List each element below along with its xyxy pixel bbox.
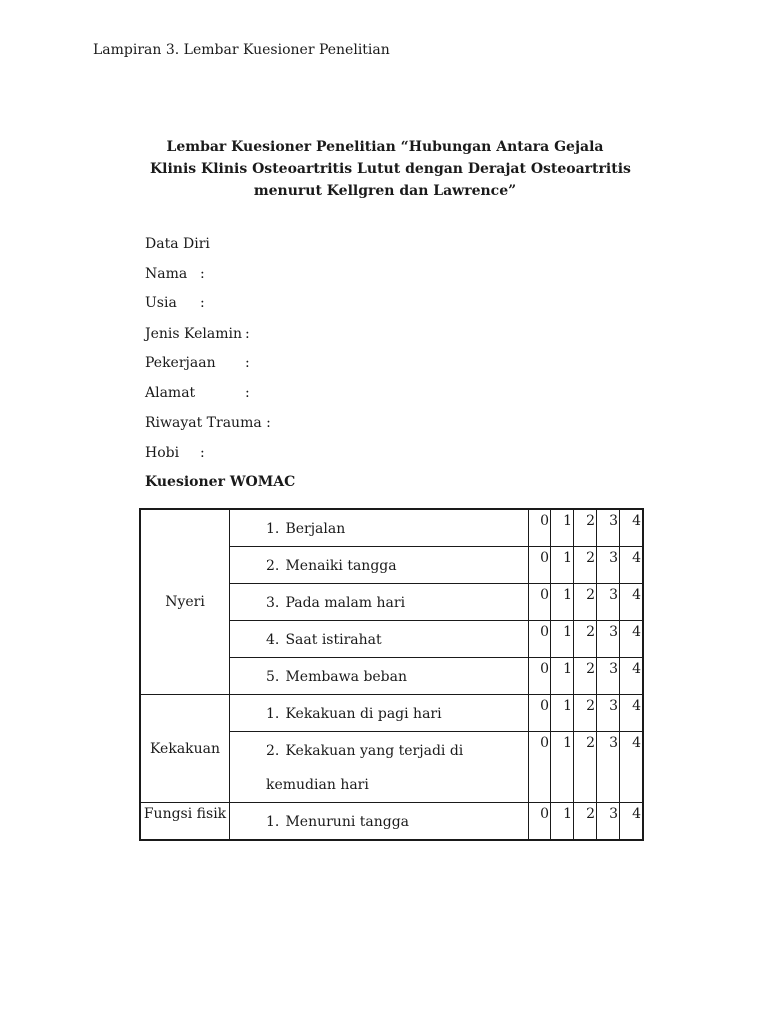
score-2[interactable]: 2 — [574, 509, 597, 547]
item-text: Menaiki tangga — [285, 558, 397, 574]
score-3[interactable]: 3 — [597, 621, 620, 658]
item-cell — [230, 621, 529, 658]
document-title-line-3: menurut Kellgren dan Lawrence” — [253, 183, 517, 199]
item-number: 1. — [266, 814, 280, 830]
item-cell — [230, 509, 529, 547]
score-2[interactable]: 2 — [574, 732, 597, 803]
score-0[interactable]: 0 — [529, 803, 551, 841]
field-label: Pekerjaan — [145, 355, 216, 371]
field-colon: : — [200, 295, 205, 311]
item-text: Menuruni tangga — [285, 814, 410, 830]
document-title — [150, 136, 631, 202]
field-colon: : — [200, 266, 205, 282]
field-colon: : — [245, 355, 250, 371]
field-colon: : — [245, 385, 250, 401]
score-1[interactable]: 1 — [551, 621, 574, 658]
score-1[interactable]: 1 — [551, 695, 574, 732]
field-label: Usia — [145, 295, 177, 311]
category-fungsi-fisik: Fungsi fisik — [140, 803, 230, 841]
score-3[interactable]: 3 — [597, 509, 620, 547]
score-4[interactable]: 4 — [620, 509, 644, 547]
field-label: Jenis Kelamin — [145, 326, 242, 342]
table-row — [140, 695, 643, 732]
score-2[interactable]: 2 — [574, 803, 597, 841]
score-3[interactable]: 3 — [597, 658, 620, 695]
item-text: Membawa beban — [285, 669, 408, 685]
field-riwayat-trauma — [145, 415, 271, 431]
field-alamat — [145, 385, 250, 401]
item-number: 3. — [266, 595, 280, 611]
score-0[interactable]: 0 — [529, 584, 551, 621]
item-cell — [230, 584, 529, 621]
field-jenis-kelamin — [145, 326, 250, 342]
score-2[interactable]: 2 — [574, 621, 597, 658]
score-0[interactable]: 0 — [529, 732, 551, 803]
table-row — [140, 803, 643, 841]
score-3[interactable]: 3 — [597, 547, 620, 584]
item-number: 4. — [266, 632, 280, 648]
item-cell — [230, 695, 529, 732]
score-1[interactable]: 1 — [551, 547, 574, 584]
item-cell — [230, 658, 529, 695]
field-label: Hobi — [145, 445, 180, 461]
item-number: 2. — [266, 743, 280, 759]
field-usia — [145, 295, 205, 311]
table-row — [140, 509, 643, 547]
score-2[interactable]: 2 — [574, 658, 597, 695]
item-text: Pada malam hari — [285, 595, 406, 611]
score-3[interactable]: 3 — [597, 695, 620, 732]
score-0[interactable]: 0 — [529, 658, 551, 695]
score-3[interactable]: 3 — [597, 803, 620, 841]
item-number: 5. — [266, 669, 280, 685]
score-2[interactable]: 2 — [574, 695, 597, 732]
item-number: 2. — [266, 558, 280, 574]
womac-heading: Kuesioner WOMAC — [145, 474, 296, 490]
score-4[interactable]: 4 — [620, 732, 644, 803]
item-text: Kekakuan yang terjadi di kemudian hari — [266, 743, 464, 793]
document-title-line-2: Klinis Klinis Osteoartritis Lutut dengan Derajat Osteoartritis — [150, 161, 631, 177]
document-title-line-1: Lembar Kuesioner Penelitian “Hubungan Antara Gejala — [166, 139, 604, 155]
field-label: Riwayat Trauma — [145, 415, 262, 431]
field-nama — [145, 266, 205, 282]
item-text: Saat istirahat — [285, 632, 382, 648]
score-2[interactable]: 2 — [574, 547, 597, 584]
page-header: Lampiran 3. Lembar Kuesioner Penelitian — [93, 42, 390, 58]
score-1[interactable]: 1 — [551, 803, 574, 841]
score-4[interactable]: 4 — [620, 547, 644, 584]
item-cell — [230, 803, 529, 841]
score-0[interactable]: 0 — [529, 547, 551, 584]
category-kekakuan: Kekakuan — [140, 695, 230, 803]
score-1[interactable]: 1 — [551, 509, 574, 547]
score-4[interactable]: 4 — [620, 621, 644, 658]
category-nyeri: Nyeri — [140, 509, 230, 695]
score-0[interactable]: 0 — [529, 695, 551, 732]
field-colon: : — [200, 445, 205, 461]
score-4[interactable]: 4 — [620, 803, 644, 841]
score-3[interactable]: 3 — [597, 732, 620, 803]
score-1[interactable]: 1 — [551, 658, 574, 695]
score-2[interactable]: 2 — [574, 584, 597, 621]
item-cell — [230, 732, 529, 803]
field-hobi — [145, 445, 205, 461]
field-label: Nama — [145, 266, 188, 282]
score-1[interactable]: 1 — [551, 732, 574, 803]
score-4[interactable]: 4 — [620, 584, 644, 621]
item-cell — [230, 547, 529, 584]
score-1[interactable]: 1 — [551, 584, 574, 621]
item-text: Berjalan — [285, 521, 346, 537]
field-colon: : — [266, 415, 271, 431]
field-label: Alamat — [145, 385, 196, 401]
score-0[interactable]: 0 — [529, 509, 551, 547]
score-3[interactable]: 3 — [597, 584, 620, 621]
field-colon: : — [245, 326, 250, 342]
item-number: 1. — [266, 521, 280, 537]
womac-table — [139, 508, 644, 841]
data-diri-heading: Data Diri — [145, 236, 210, 252]
field-pekerjaan — [145, 355, 250, 371]
score-4[interactable]: 4 — [620, 695, 644, 732]
score-0[interactable]: 0 — [529, 621, 551, 658]
item-number: 1. — [266, 706, 280, 722]
item-text: Kekakuan di pagi hari — [285, 706, 442, 722]
score-4[interactable]: 4 — [620, 658, 644, 695]
